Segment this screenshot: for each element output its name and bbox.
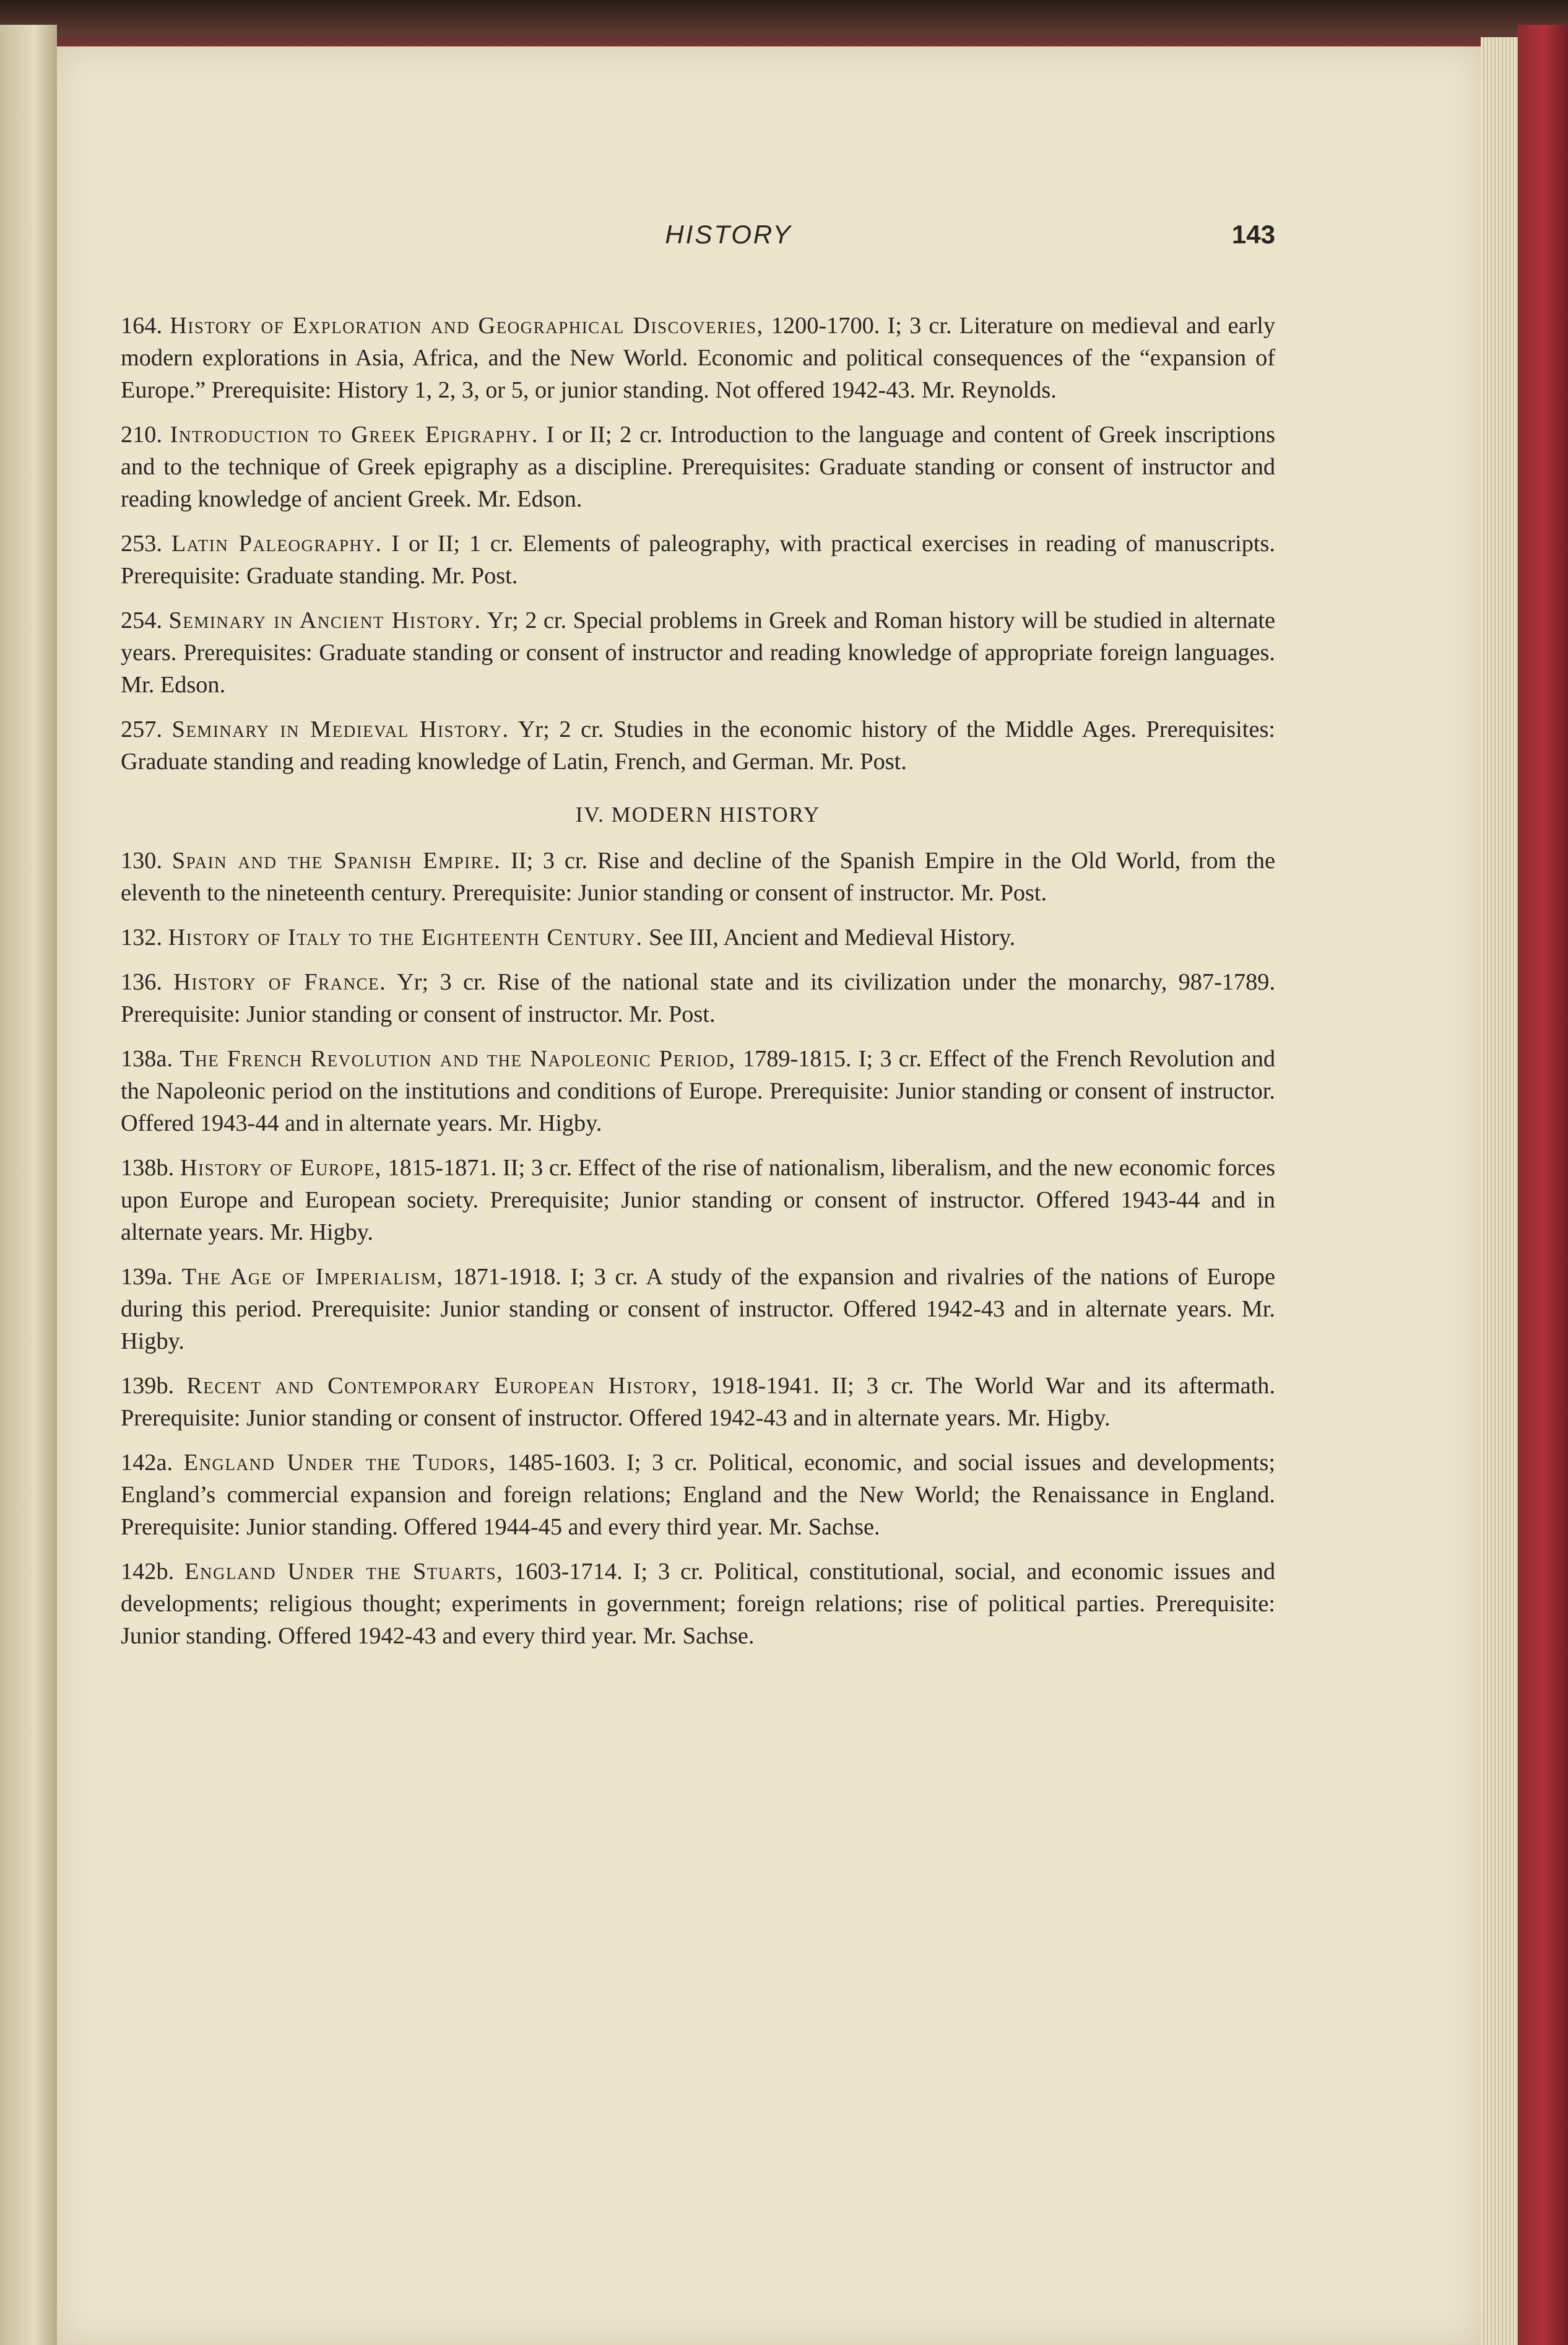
course-description: 1918-1941. II; 3 cr. The World War and its aftermath. Prerequisite: Junior standing or consent of instructor. Offered 1942-43 and in alternate years. Mr. Higby. <box>121 1373 1276 1431</box>
course-number: 139a. <box>121 1264 173 1290</box>
page-block-edge <box>1481 37 1518 2345</box>
book-cover-edge <box>1518 25 1568 2345</box>
course-entry <box>121 845 1275 909</box>
course-title: The French Revolution and the Napoleonic Period, <box>180 1046 736 1072</box>
course-number: 164. <box>121 313 163 339</box>
entries-group-a <box>121 310 1275 778</box>
course-entry <box>121 713 1275 778</box>
course-title: England Under the Stuarts, <box>184 1559 504 1585</box>
course-number: 139b. <box>121 1373 175 1399</box>
course-description: II; 3 cr. Rise and decline of the Spanish Empire in the Old World, from the eleventh to the nineteenth century. Prerequisite: Junior standing or consent of instructor. Mr. Post. <box>121 848 1276 906</box>
course-description: 1603-1714. I; 3 cr. Political, constitutional, social, and economic issues and developments; religious thought; experiments in government; foreign relations; rise of political parties. Prerequisite: Junior standing. Offered 1942-43 and every third year. Mr. Sachse. <box>121 1559 1276 1649</box>
running-head: HISTORY <box>665 220 792 249</box>
course-title: Introduction to Greek Epigraphy. <box>170 422 539 448</box>
course-title: History of Italy to the Eighteenth Century. <box>168 925 643 951</box>
course-entry <box>121 1261 1275 1357</box>
course-number: 253. <box>121 531 163 557</box>
course-title: Latin Paleography. <box>171 531 383 557</box>
course-entry <box>121 604 1275 701</box>
course-title: Spain and the Spanish Empire. <box>171 848 501 874</box>
course-entry <box>121 419 1275 515</box>
course-entry <box>121 528 1275 592</box>
course-number: 136. <box>121 969 163 995</box>
course-entry <box>121 1370 1275 1434</box>
course-number: 257. <box>121 716 163 742</box>
course-entry <box>121 1043 1275 1139</box>
course-entry <box>121 1555 1275 1652</box>
facing-page-edge <box>0 25 57 2345</box>
course-description: 1871-1918. I; 3 cr. A study of the expansion and rivalries of the nations of Europe during this period. Prerequisite: Junior standing or consent of instructor. Offered 1942-43 and in alternate years. Mr. Higby. <box>121 1264 1275 1354</box>
course-number: 132. <box>121 925 163 951</box>
page-number: 143 <box>1231 220 1275 249</box>
course-description: I or II; 2 cr. Introduction to the language and content of Greek inscriptions and to the technique of Greek epigraphy as a discipline. Prerequisites: Graduate standing or consent of instructor and reading knowledge of ancient Greek. Mr. Edson. <box>121 422 1276 512</box>
course-description: 1815-1871. II; 3 cr. Effect of the rise of nationalism, liberalism, and the new economic forces upon Europe and European society. Prerequisite; Junior standing or consent of instructor. Offered 1943-44 and in alternate years. Mr. Higby. <box>121 1155 1275 1245</box>
course-number: 138b. <box>121 1155 175 1181</box>
course-description: 1485-1603. I; 3 cr. Political, economic, and social issues and developments; England’s commercial expansion and foreign relations; England and the New World; the Renaissance in England. Prerequisite: Junior standing. Offered 1944-45 and every third year. Mr. Sachse. <box>121 1450 1275 1540</box>
course-description: See III, Ancient and Medieval History. <box>649 925 1016 951</box>
course-number: 142b. <box>121 1559 175 1585</box>
course-number: 254. <box>121 607 163 633</box>
course-number: 130. <box>121 848 163 874</box>
course-entry <box>121 921 1275 954</box>
course-title: History of Exploration and Geographical Discoveries, <box>170 313 764 339</box>
course-title: Seminary in Ancient History. <box>168 607 482 633</box>
course-description: Yr; 3 cr. Rise of the national state and its civilization under the monarchy, 987-1789. Prerequisite: Junior standing or consent of instructor. Mr. Post. <box>121 969 1276 1027</box>
course-title: Seminary in Medieval History. <box>171 716 509 742</box>
course-description: Yr; 2 cr. Studies in the economic history of the Middle Ages. Prerequisites: Graduate standing and reading knowledge of Latin, French, and German. Mr. Post. <box>121 716 1275 775</box>
course-number: 210. <box>121 422 163 448</box>
course-description: Yr; 2 cr. Special problems in Greek and Roman history will be studied in alternate years. Prerequisites: Graduate standing or consent of instructor and reading knowledge of appropriate foreign languages. Mr. Edson. <box>121 607 1276 698</box>
course-entry <box>121 966 1275 1030</box>
course-description: 1789-1815. I; 3 cr. Effect of the French Revolution and the Napoleonic period on the institutions and conditions of Europe. Prerequisite: Junior standing or consent of instructor. Offered 1943-44 and in alternate years. Mr. Higby. <box>121 1046 1276 1136</box>
course-entry <box>121 1447 1275 1543</box>
course-title: History of France. <box>173 969 387 995</box>
course-description: I or II; 1 cr. Elements of paleography, with practical exercises in reading of manuscripts. Prerequisite: Graduate standing. Mr. Post. <box>121 531 1275 589</box>
course-title: The Age of Imperialism, <box>181 1264 444 1290</box>
section-heading: IV. MODERN HISTORY <box>575 803 821 827</box>
course-title: Recent and Contemporary European History, <box>186 1373 698 1399</box>
course-number: 138a. <box>121 1046 173 1072</box>
course-listing <box>121 310 1275 1664</box>
entries-group-b <box>121 845 1275 1652</box>
course-entry <box>121 1152 1275 1248</box>
course-title: History of Europe, <box>180 1155 382 1181</box>
course-title: England Under the Tudors, <box>183 1450 496 1476</box>
course-number: 142a. <box>121 1450 173 1476</box>
course-entry <box>121 310 1275 406</box>
course-description: 1200-1700. I; 3 cr. Literature on medieval and early modern explorations in Asia, Africa, and the New World. Economic and political consequences of the “expansion of Europe.” Prerequisite: History 1, 2, 3, or 5, or junior standing. Not offered 1942-43. Mr. Reynolds. <box>121 313 1275 403</box>
